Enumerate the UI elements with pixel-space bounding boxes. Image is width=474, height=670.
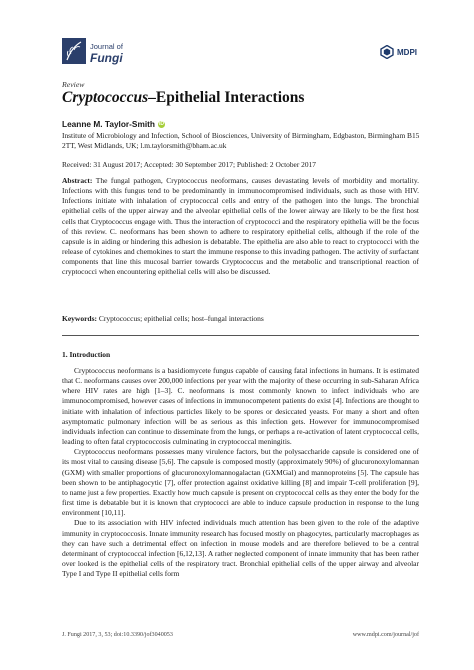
article-type: Review	[62, 80, 85, 89]
footer-url[interactable]: www.mdpi.com/journal/jof	[352, 632, 419, 638]
publication-dates: Received: 31 August 2017; Accepted: 30 September 2017; Published: 2 October 2017	[62, 160, 316, 169]
abstract-text: The fungal pathogen, Cryptococcus neoformans, causes devastating levels of morbidity and mortality. Infections with this fungus tend to be predominantly in immunocompromised individuals, such as those with HIV. Infections initiate with inhalation of cryptococcal cells and entry of the pathogen into the lungs. The bronchial epithelial cells of the upper airway and the alveolar epithelial cells of the lower airway are likely to be the first host cells that Cryptococcus engage with. Thus the interaction of cryptococci and the respiratory epithelia will be the focus of this review. C. neoformans has been shown to adhere to respiratory epithelial cells, although if the role of the capsule is in aiding or hindering this adhesion is debatable. The epithelia are also able to react to cryptococci with the release of cytokines and chemokines to start the immune response to this invading pathogen. The activity of surfactant components that line this mucosal barrier towards Cryptococcus and the metabolic and transcriptional reaction of cryptococci when encountering epithelial cells will also be discussed.	[62, 176, 419, 277]
intro-paragraph-1: Cryptococcus neoformans is a basidiomycete fungus capable of causing fatal infections in humans. It is estimated that C. neoformans causes over 200,000 infections per year with the majority of these occurring in sub-Saharan Africa where HIV rates are high [1–3]. C. neoformans is most commonly known to infect individuals who are immunocompromised, however cases of infections in immunocompetent patients do exist [4]. Infections are thought to initiate with inhalation of infectious particles likely to be spores or desiccated yeasts. For many a short and often asymptomatic pulmonary infection will be as serious as this infection gets. However for immunocompromised individuals infection can continue to disseminate from the lungs, or perhaps a re-activation of latent cryptococcal cells, leading to often fatal cryptococcosis culminating in cryptococcal meningitis.	[62, 366, 420, 447]
orcid-icon[interactable]: iD	[158, 121, 164, 128]
keywords-text: Cryptococcus; epithelial cells; host–fungal interactions	[98, 314, 264, 323]
article-title	[62, 89, 304, 107]
publisher-logo[interactable]	[380, 45, 417, 59]
section-heading: 1. Introduction	[62, 350, 111, 359]
title-rest: –Epithelial Interactions	[148, 89, 305, 106]
keywords	[62, 314, 419, 323]
publisher-name: MDPI	[397, 47, 417, 57]
keywords-label: Keywords:	[62, 314, 97, 323]
journal-of-label: Journal of	[90, 42, 123, 51]
mdpi-hex-icon	[380, 45, 394, 59]
author-line	[62, 119, 165, 129]
footer-citation: J. Fungi 2017, 3, 53; doi:10.3390/jof3040053	[62, 632, 173, 638]
abstract-label: Abstract:	[62, 176, 93, 185]
title-genus: Cryptococcus	[62, 89, 149, 106]
abstract	[62, 176, 419, 278]
journal-logo-icon	[62, 38, 86, 64]
intro-paragraph-2: Cryptococcus neoformans possesses many virulence factors, but the polysaccharide capsule is considered one of its most vital to causing disease [5,6]. The capsule is composed mostly (approximately 90%) of glucuronoxylomannan (GXM) with smaller proportions of glucuronoxylomannogalactan (GXMGal) and mannoproteins [5]. The capsule has been shown to be antiphagocytic [7], offer protection against oxidative killing [8] and impair T-cell proliferation [9], to name just a few properties. Exactly how much capsule is present on cryptococcal cells as they enter the body for the first time is debatable but it is known that cryptococci are able to induce capsule production in response to the lung environment [10,11].	[62, 447, 419, 518]
affiliation: Institute of Microbiology and Infection, School of Biosciences, University of Birmingham, Edgbaston, Birmingham B15 2TT, West Midlands, UK; l.m.taylorsmith@bham.ac.uk	[62, 131, 420, 150]
intro-paragraph-3: Due to its association with HIV infected individuals much attention has been given to the role of the adaptive immunity in cryptococcosis. Innate immunity research has focused mostly on phagocytes, particularly macrophages as they can have such a detrimental effect on infection in mouse models and are therefore believed to be a central determinant of cryptococcal infection [6,12,13]. A rather neglected component of innate immunity that has been rather over looked is the epithelial cells of the respiratory tract. Bronchial epithelial cells of the upper airway and alveolar Type I and Type II epithelial cells form	[62, 518, 419, 579]
journal-name: Fungi	[90, 51, 123, 65]
introduction-body	[62, 366, 419, 579]
section-divider	[62, 335, 419, 336]
author-name: Leanne M. Taylor-Smith	[62, 119, 155, 129]
